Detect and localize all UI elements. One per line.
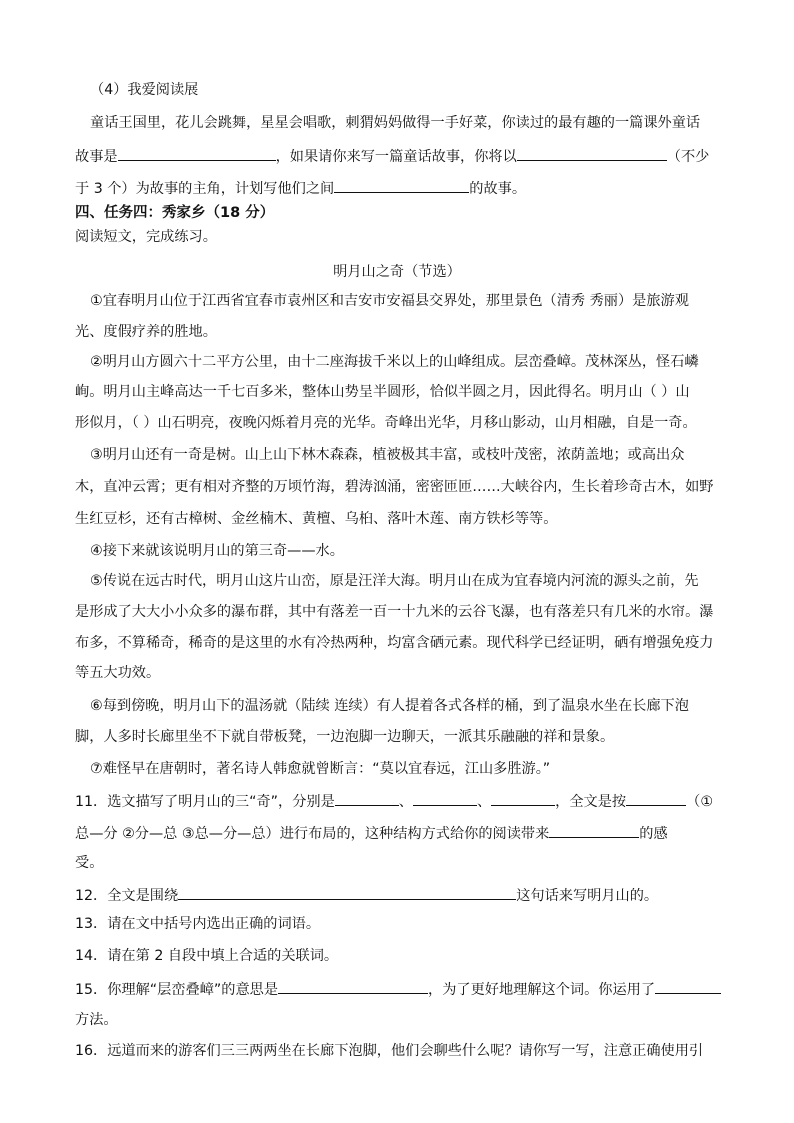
paragraph-7-line-1: ⑦难怪早在唐朝时，著名诗人韩愈就曾断言：“莫以宜春远，江山多胜游。” xyxy=(90,761,551,777)
part4-line3 xyxy=(75,177,750,199)
answer-blank-q12[interactable] xyxy=(178,884,516,900)
q12-text-b: 这句话来写明月山的。 xyxy=(516,888,659,904)
paragraph-5-line-4: 等五大功效。 xyxy=(75,665,161,681)
part4-line3-a: 于 3 个）为故事的主角，计划写他们之间 xyxy=(75,181,335,197)
answer-blank-q11-feeling[interactable] xyxy=(549,822,639,838)
part4-line2-b: ，如果请你来写一篇童话故事，你将以 xyxy=(275,149,517,165)
paragraph-5-line-2: 是形成了大大小小众多的瀑布群，其中有落差一百一十九米的云谷飞瀑，也有落差只有几米的水帘。瀑 xyxy=(75,604,714,620)
paragraph-3-line-2: 木，直冲云霄；更有相对齐整的万顷竹海，碧涛汹涌，密密匝匝……大峡谷内，生长着珍奇古木，如野 xyxy=(75,479,714,495)
paragraph-5-line-3: 布多，不算稀奇，稀奇的是这里的水有冷热两种，均富含硒元素。现代科学已经证明，硒有增强免疫力 xyxy=(75,635,714,651)
part4-title: （4）我爱阅读展 xyxy=(90,82,199,98)
paragraph-3-line-3: 生红豆杉，还有古樟树、金丝楠木、黄檀、乌桕、落叶木莲、南方铁杉等等。 xyxy=(75,511,558,527)
q11-line2-a: 总—分 ②分—总 ③总—分—总）进行布局的，这种结构方式给你的阅读带来 xyxy=(75,826,550,842)
answer-blank-q11-wonder-1[interactable] xyxy=(335,790,399,806)
q11-text-a: 11．选文描写了明月山的三“奇”，分别是 xyxy=(75,794,335,810)
q15-text-a: 15．你理解“层峦叠嶂”的意思是 xyxy=(75,982,279,998)
question-11-line-3: 受。 xyxy=(75,855,104,871)
answer-blank-q11-wonder-3[interactable] xyxy=(491,790,555,806)
q11-line2-b: 的感 xyxy=(639,826,668,842)
q11-text-b: ，全文是按 xyxy=(555,794,627,810)
answer-blank-q15-meaning[interactable] xyxy=(278,978,428,994)
answer-blank-characters[interactable] xyxy=(517,145,667,161)
paragraph-2-line-1: ②明月山方圆六十二平方公里，由十二座海拔千米以上的山峰组成。层峦叠嶂。茂林深丛，怪石嶙 xyxy=(90,354,699,370)
paragraph-2-line-2: 峋。明月山主峰高达一千七百多米，整体山势呈半圆形，恰似半圆之月，因此得名。明月山（ ）山 xyxy=(75,384,690,400)
paragraph-1-line-1: ①宜春明月山位于江西省宜春市袁州区和吉安市安福县交界处，那里景色（清秀 秀丽）是旅游观 xyxy=(90,293,689,309)
section-instruction: 阅读短文，完成练习。 xyxy=(75,229,217,245)
question-14: 14．请在第 2 自段中填上合适的关联词。 xyxy=(75,948,339,964)
question-12 xyxy=(75,884,750,906)
answer-blank-q11-structure[interactable] xyxy=(626,790,686,806)
question-11-line-1 xyxy=(75,790,750,812)
paragraph-2-line-3: 形似月，（ ）山石明亮，夜晚闪烁着月亮的光华。奇峰出光华，月移山影动，山月相融，自是一奇。 xyxy=(75,415,697,431)
question-15-line-1 xyxy=(75,978,750,1000)
q11-text-c: （① xyxy=(686,794,714,810)
answer-blank-q15-method[interactable] xyxy=(655,978,721,994)
part4-line3-b: 的故事。 xyxy=(469,181,527,197)
q11-separator: 、 xyxy=(476,794,492,810)
question-16: 16．远道而来的游客们三三两两坐在长廊下泡脚，他们会聊些什么呢？请你写一写，注意正确使用引 xyxy=(75,1043,704,1059)
question-13: 13．请在文中括号内选出正确的词语。 xyxy=(75,916,321,932)
part4-line2-a: 故事是 xyxy=(75,149,118,165)
question-11-line-2 xyxy=(75,822,750,844)
answer-blank-plot[interactable] xyxy=(334,177,469,193)
part4-line2 xyxy=(75,145,750,167)
paragraph-1-line-2: 光、度假疗养的胜地。 xyxy=(75,324,217,340)
part4-line2-c: （不少 xyxy=(666,149,710,165)
answer-blank-q11-wonder-2[interactable] xyxy=(413,790,477,806)
q15-text-b: ，为了更好地理解这个词。你运用了 xyxy=(428,982,656,998)
answer-blank-story-title[interactable] xyxy=(118,145,276,161)
part4-line1: 童话王国里，花儿会跳舞，星星会唱歌，刺猬妈妈做得一手好菜，你读过的最有趣的一篇课外童话 xyxy=(90,115,701,131)
q11-separator: 、 xyxy=(398,794,413,810)
paragraph-6-line-2: 脚，人多时长廊里坐不下就自带板凳，一边泡脚一边聊天，一派其乐融融的祥和景象。 xyxy=(75,729,615,745)
paragraph-6-line-1: ⑥每到傍晚，明月山下的温汤就（陆续 连续）有人提着各式各样的桶，到了温泉水坐在长廊下泡 xyxy=(90,698,689,714)
article-title: 明月山之奇（节选） xyxy=(333,264,461,280)
paragraph-4-line-1: ④接下来就该说明月山的第三奇——水。 xyxy=(90,543,344,559)
paragraph-3-line-1: ③明月山还有一奇是树。山上山下林木森森，植被极其丰富，或枝叶茂密，浓荫盖地；或高出众 xyxy=(90,447,685,463)
question-15-line-2: 方法。 xyxy=(75,1012,118,1028)
paragraph-5-line-1: ⑤传说在远古时代，明月山这片山峦，原是汪洋大海。明月山在成为宜春境内河流的源头之前，先 xyxy=(90,573,699,589)
q12-text-a: 12．全文是围绕 xyxy=(75,888,179,904)
section-heading: 四、任务四：秀家乡（18 分） xyxy=(75,205,275,221)
